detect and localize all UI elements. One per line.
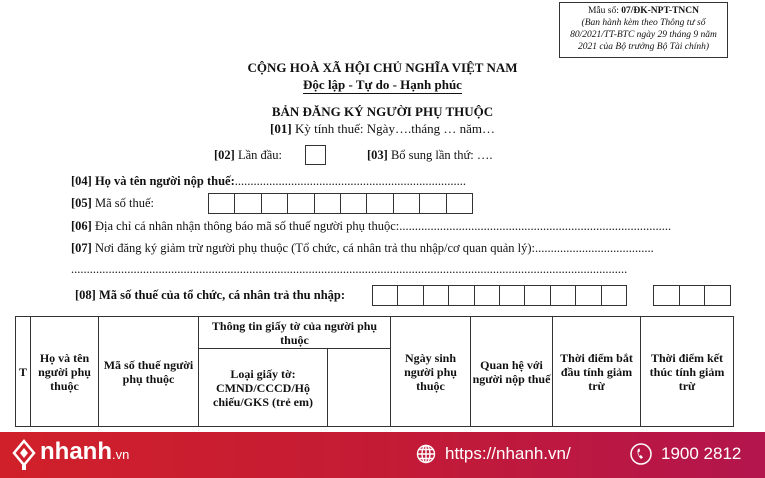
col-stt: T bbox=[16, 317, 31, 427]
brand-logo: nhanh.vn bbox=[40, 438, 130, 465]
form-number-box bbox=[559, 2, 728, 58]
tax-id-input[interactable] bbox=[208, 193, 473, 214]
first-time-label: [02] Lần đầu: bbox=[214, 148, 283, 162]
address-field[interactable]: [06] Địa chỉ cá nhân nhận thông báo mã số thuế người phụ thuộc:....................................................................................... bbox=[71, 219, 672, 233]
col-name: Họ và tên người phụ thuộc bbox=[31, 317, 99, 427]
supplement-label: [03] Bổ sung lần thứ: …. bbox=[367, 148, 493, 162]
col-tax-id: Mã số thuế người phụ thuộc bbox=[99, 317, 199, 427]
form-legal-note: (Ban hành kèm theo Thông tư số 80/2021/TT-BTC ngày 29 tháng 9 năm 2021 của Bộ trưởng Bộ Tài chính) bbox=[570, 18, 717, 52]
dependents-table bbox=[15, 316, 734, 427]
col-dob: Ngày sinh người phụ thuộc bbox=[391, 317, 471, 427]
col-start: Thời điểm bắt đầu tính giảm trừ bbox=[553, 317, 641, 427]
form-number: 07/ĐK-NPT-TNCN bbox=[621, 6, 699, 16]
taxpayer-name-field[interactable]: [04] Họ và tên người nộp thuế:.......................................................................... bbox=[71, 174, 466, 188]
col-doc-number bbox=[328, 349, 391, 427]
nation-heading: CỘNG HOÀ XÃ HỘI CHỦ NGHĨA VIỆT NAM bbox=[247, 60, 518, 75]
document-title: BẢN ĐĂNG KÝ NGƯỜI PHỤ THUỘC bbox=[271, 104, 494, 119]
tax-id-label: [05] Mã số thuế: bbox=[71, 196, 154, 210]
footer-banner bbox=[0, 432, 765, 478]
col-relation: Quan hệ với người nộp thuế bbox=[471, 317, 553, 427]
col-end: Thời điểm kết thúc tính giảm trừ bbox=[641, 317, 734, 427]
payer-tax-id-label: [08] Mã số thuế của tổ chức, cá nhân trả thu nhập: bbox=[75, 288, 346, 302]
motto: Độc lập - Tự do - Hạnh phúc bbox=[303, 77, 462, 92]
form-number-label: Mẫu số: bbox=[587, 6, 622, 16]
registration-place-field[interactable]: [07] Nơi đăng ký giảm trừ người phụ thuộc (Tổ chức, cá nhân trả thu nhập/cơ quan quản lý):...................................... bbox=[71, 241, 654, 255]
registration-place-continuation[interactable]: .................................................................................................................................................................................. bbox=[71, 262, 628, 276]
first-time-checkbox[interactable] bbox=[305, 145, 326, 165]
payer-branch-code-input[interactable] bbox=[653, 285, 731, 306]
phone-number[interactable]: 1900 2812 bbox=[661, 444, 742, 463]
phone-icon bbox=[630, 443, 652, 465]
globe-icon bbox=[416, 444, 436, 464]
payer-tax-id-input[interactable] bbox=[372, 285, 627, 306]
website-link[interactable]: https://nhanh.vn/ bbox=[445, 444, 571, 463]
nhanh-logo-icon bbox=[12, 439, 36, 471]
tax-period: [01] Kỳ tính thuế: Ngày….tháng … năm… bbox=[270, 121, 495, 136]
col-doc-type: Loại giấy tờ: CMND/CCCD/Hộ chiếu/GKS (trẻ em) bbox=[199, 349, 328, 427]
col-doc-info: Thông tin giấy tờ của người phụ thuộc bbox=[199, 317, 391, 349]
